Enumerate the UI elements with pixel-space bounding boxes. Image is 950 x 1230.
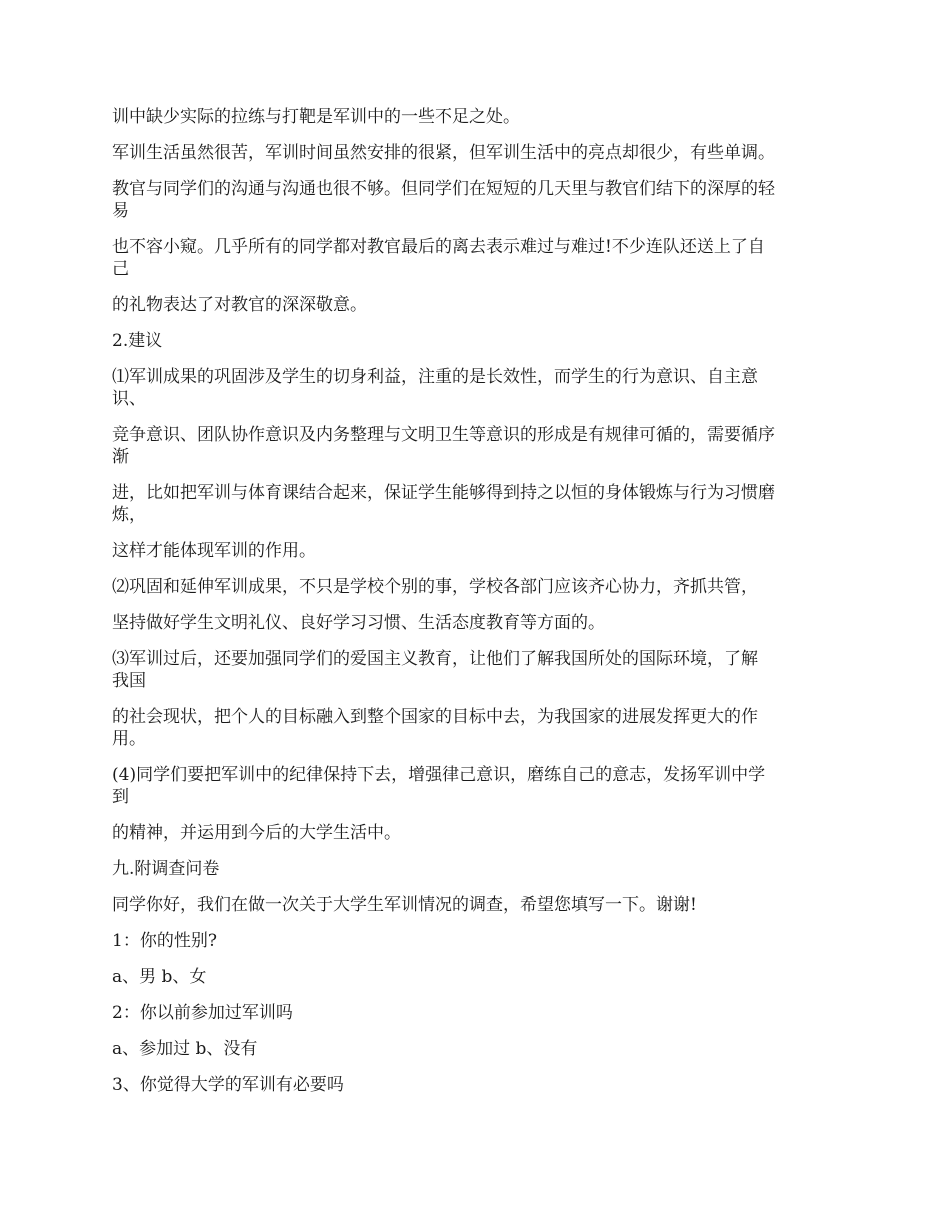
text-line: a、男 b、女 <box>112 967 207 987</box>
document-body <box>112 106 842 1110</box>
paragraph <box>112 1038 842 1060</box>
text-line: ⑶军训过后，还要加强同学们的爱国主义教育，让他们了解我国所处的国际环境，了解 <box>112 649 758 669</box>
paragraph <box>112 330 842 352</box>
text-line: 用。 <box>112 729 146 749</box>
text-line: 九.附调查问卷 <box>112 859 220 879</box>
text-line: 同学你好，我们在做一次关于大学生军训情况的调查，希望您填写一下。谢谢! <box>112 895 697 915</box>
paragraph <box>112 930 842 952</box>
text-line: 我国 <box>112 671 146 691</box>
paragraph <box>112 648 842 692</box>
text-line: 教官与同学们的沟通与沟通也很不够。但同学们在短短的几天里与教官们结下的深厚的轻 <box>112 179 775 199</box>
text-line: 到 <box>112 787 129 807</box>
paragraph <box>112 706 842 750</box>
text-line: 2：你以前参加过军训吗 <box>112 1003 293 1023</box>
text-line: 竞争意识、团队协作意识及内务整理与文明卫生等意识的形成是有规律可循的，需要循序 <box>112 425 775 445</box>
paragraph <box>112 822 842 844</box>
paragraph <box>112 236 842 280</box>
paragraph <box>112 894 842 916</box>
text-line: a、参加过 b、没有 <box>112 1039 258 1059</box>
text-line: 己 <box>112 259 129 279</box>
text-line: (4)同学们要把军训中的纪律保持下去，增强律己意识，磨练自己的意志，发扬军训中学 <box>112 765 766 785</box>
paragraph <box>112 106 842 128</box>
paragraph <box>112 540 842 562</box>
paragraph <box>112 482 842 526</box>
paragraph <box>112 366 842 410</box>
text-line: 易 <box>112 201 129 221</box>
text-line: 渐 <box>112 447 129 467</box>
text-line: 进，比如把军训与体育课结合起来，保证学生能够得到持之以恒的身体锻炼与行为习惯磨 <box>112 483 775 503</box>
paragraph <box>112 1074 842 1096</box>
text-line: 坚持做好学生文明礼仪、良好学习习惯、生活态度教育等方面的。 <box>112 613 605 633</box>
paragraph <box>112 1002 842 1024</box>
text-line: 也不容小窥。几乎所有的同学都对教官最后的离去表示难过与难过!不少连队还送上了自 <box>112 237 765 257</box>
text-line: 这样才能体现军训的作用。 <box>112 541 316 561</box>
paragraph <box>112 966 842 988</box>
paragraph <box>112 178 842 222</box>
paragraph <box>112 294 842 316</box>
text-line: 识、 <box>112 389 146 409</box>
text-line: 的精神，并运用到今后的大学生活中。 <box>112 823 401 843</box>
text-line: 训中缺少实际的拉练与打靶是军训中的一些不足之处。 <box>112 107 520 127</box>
paragraph <box>112 424 842 468</box>
text-line: 炼， <box>112 505 146 525</box>
paragraph <box>112 858 842 880</box>
paragraph <box>112 576 842 598</box>
text-line: ⑴军训成果的巩固涉及学生的切身利益，注重的是长效性，而学生的行为意识、自主意 <box>112 367 758 387</box>
text-line: ⑵巩固和延伸军训成果，不只是学校个别的事，学校各部门应该齐心协力，齐抓共管， <box>112 577 758 597</box>
paragraph <box>112 764 842 808</box>
text-line: 2.建议 <box>112 331 163 351</box>
paragraph <box>112 612 842 634</box>
text-line: 1：你的性别? <box>112 931 217 951</box>
text-line: 3、你觉得大学的军训有必要吗 <box>112 1075 344 1095</box>
text-line: 的礼物表达了对教官的深深敬意。 <box>112 295 367 315</box>
text-line: 的社会现状，把个人的目标融入到整个国家的目标中去，为我国家的进展发挥更大的作 <box>112 707 758 727</box>
text-line: 军训生活虽然很苦，军训时间虽然安排的很紧，但军训生活中的亮点却很少，有些单调。 <box>112 143 775 163</box>
paragraph <box>112 142 842 164</box>
